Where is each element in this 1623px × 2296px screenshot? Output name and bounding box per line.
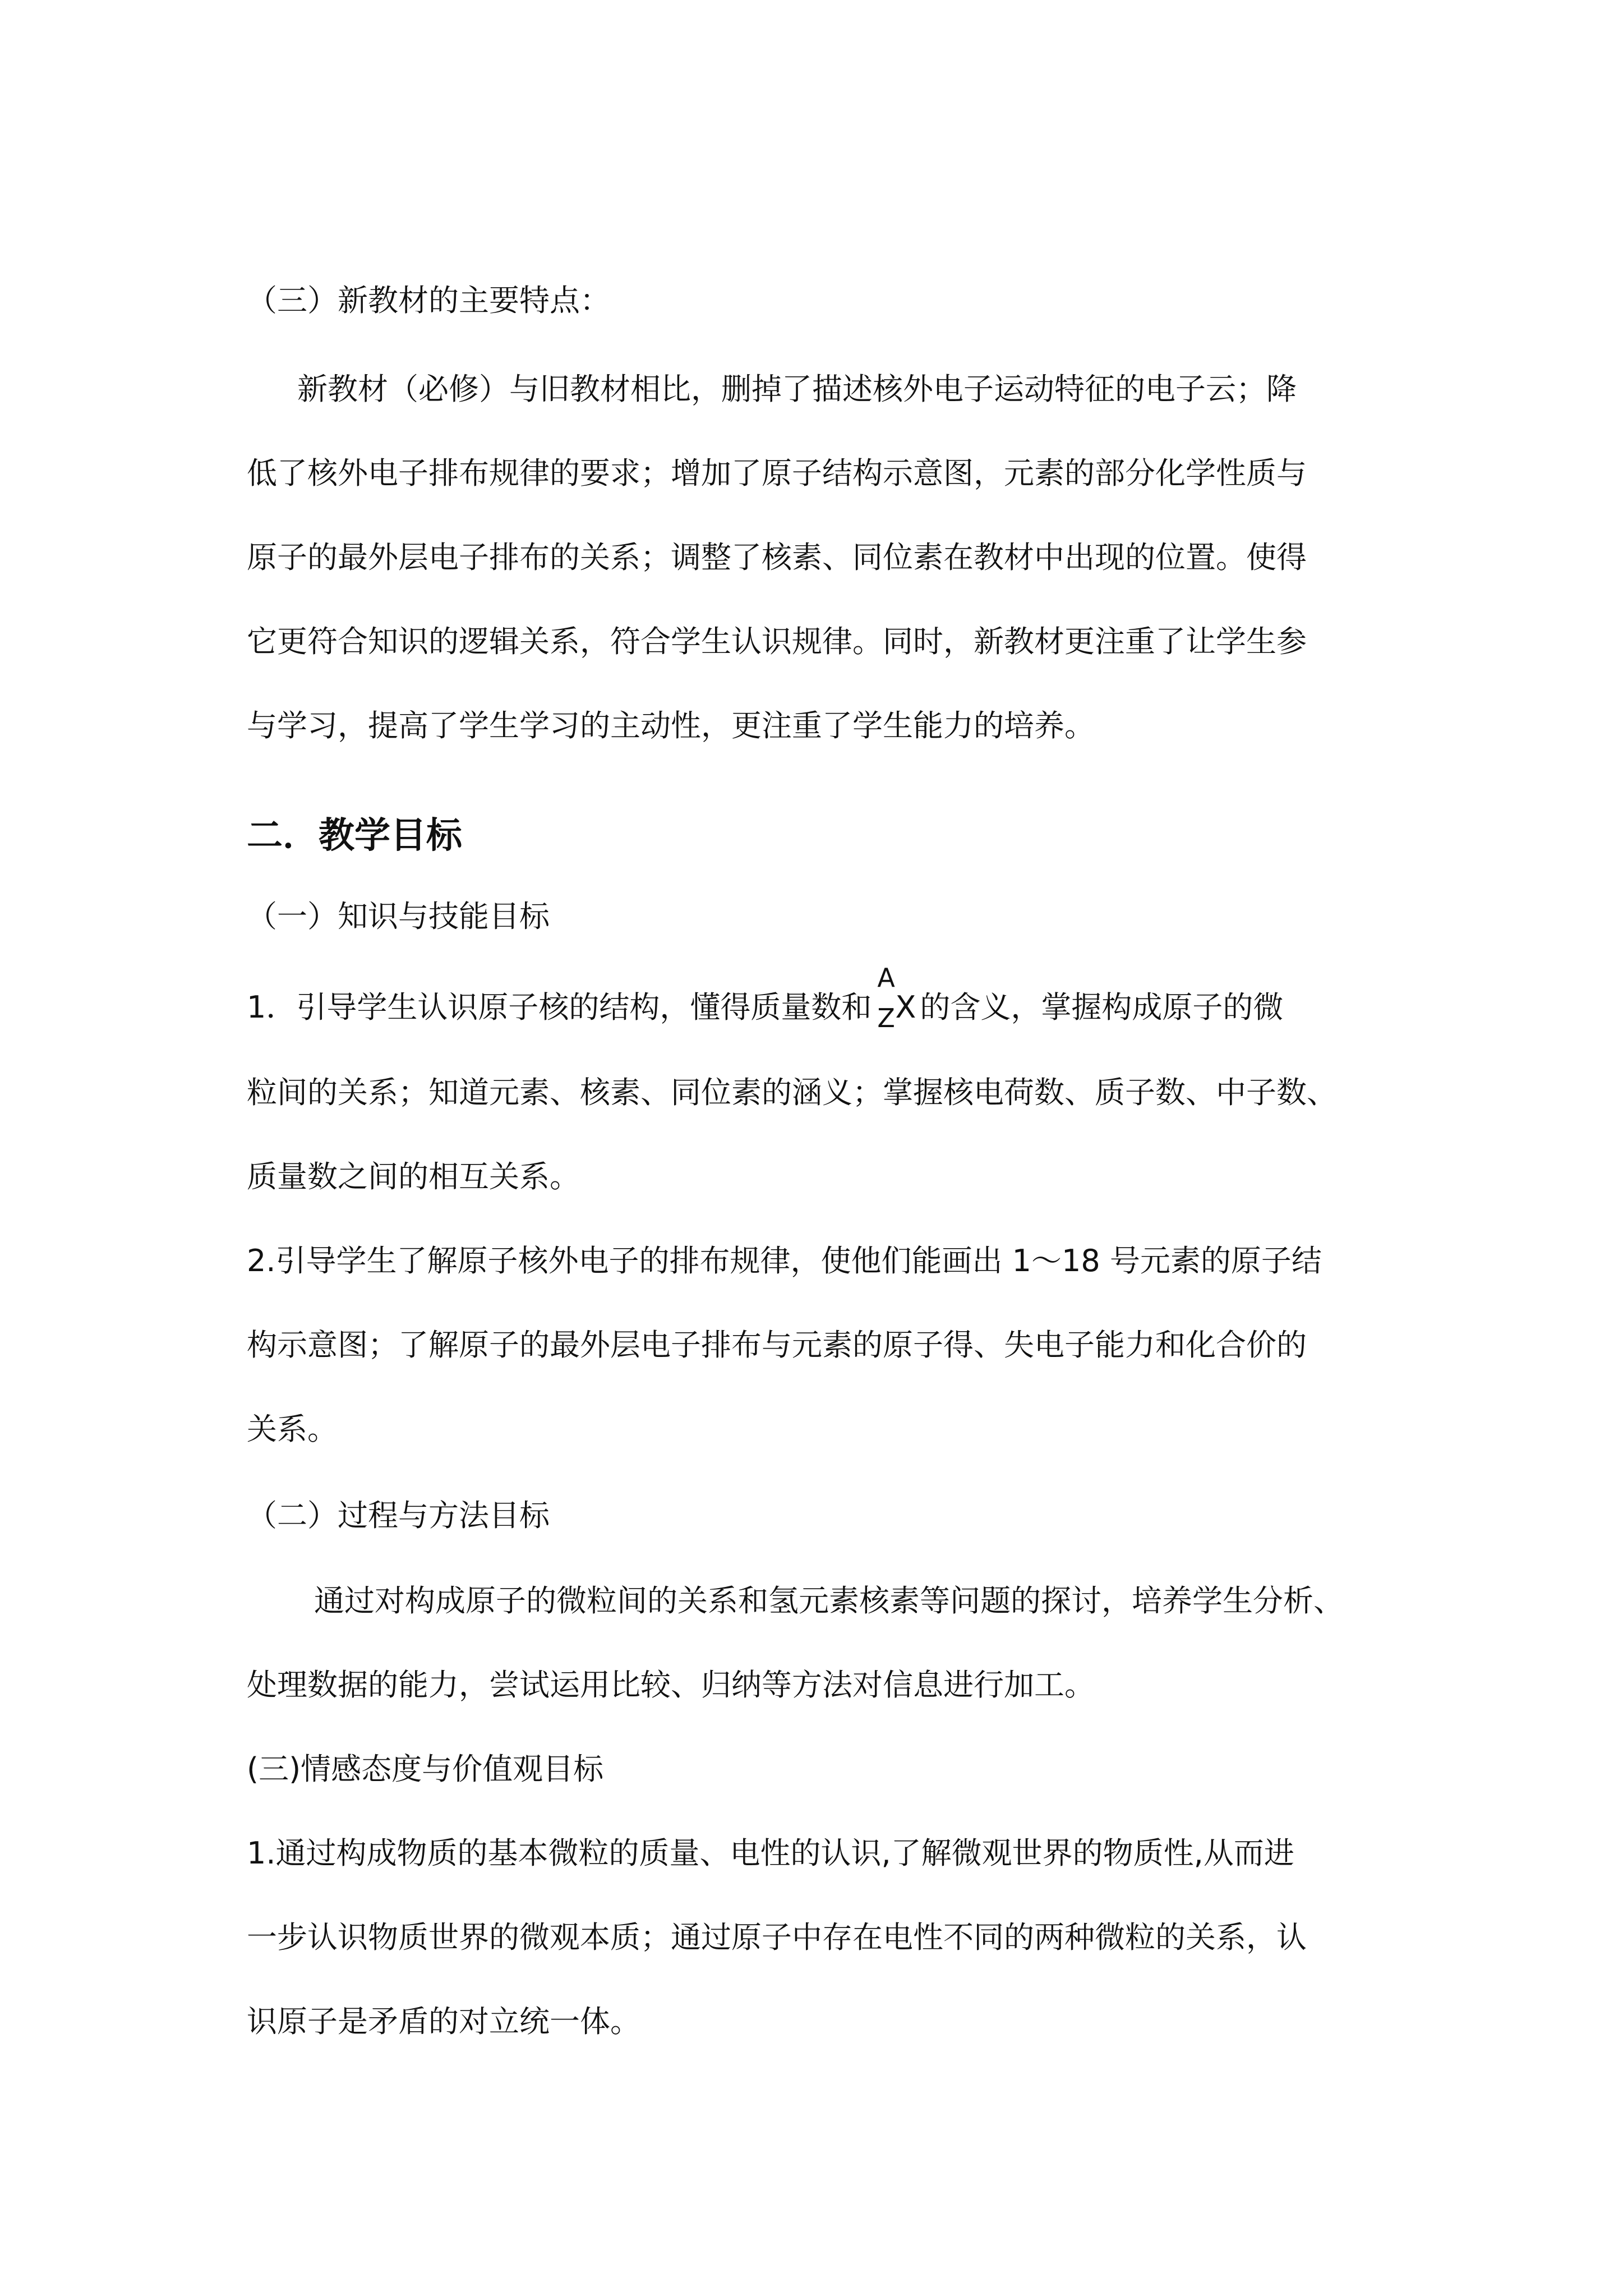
subsection-title-process: （二）过程与方法目标 bbox=[247, 1498, 550, 1533]
paragraph-line: 低了核外电子排布规律的要求；增加了原子结构示意图，元素的部分化学性质与 bbox=[247, 455, 1307, 491]
goal-item-2-line-3: 关系。 bbox=[247, 1411, 338, 1447]
paragraph-line: 它更符合知识的逻辑关系，符合学生认识规律。同时，新教材更注重了让学生参 bbox=[247, 624, 1307, 659]
goal-item-2-line-2: 构示意图；了解原子的最外层电子排布与元素的原子得、失电子能力和化合价的 bbox=[247, 1327, 1307, 1363]
emotion-line-3: 识原子是矛盾的对立统一体。 bbox=[247, 2004, 640, 2039]
nuclide-notation bbox=[872, 963, 920, 1033]
nuclide-mass-number: A bbox=[877, 963, 895, 993]
emotion-line-1: 1.通过构成物质的基本微粒的质量、电性的认识,了解微观世界的物质性,从而进 bbox=[247, 1835, 1294, 1871]
nuclide-symbol: X bbox=[895, 990, 916, 1025]
goal-item-2-line-1: 2.引导学生了解原子核外电子的排布规律，使他们能画出 1～18 号元素的原子结 bbox=[247, 1243, 1322, 1278]
emotion-line-2: 一步认识物质世界的微观本质；通过原子中存在电性不同的两种微粒的关系，认 bbox=[247, 1920, 1307, 1955]
goal-item-1-text-before: 1．引导学生认识原子核的结构，懂得质量数和 bbox=[247, 990, 872, 1025]
goal-item-1-line-3: 质量数之间的相互关系。 bbox=[247, 1159, 580, 1194]
heading-teaching-goals: 二．教学目标 bbox=[247, 815, 462, 857]
paragraph-line: 与学习，提高了学生学习的主动性，更注重了学生能力的培养。 bbox=[247, 708, 1095, 743]
goal-item-1-line-1 bbox=[247, 963, 1284, 1033]
subsection-title-emotion: (三)情感态度与价值观目标 bbox=[247, 1751, 604, 1787]
section-title-features: （三）新教材的主要特点： bbox=[247, 283, 610, 318]
goal-item-1-text-after: 的含义，掌握构成原子的微 bbox=[920, 990, 1284, 1025]
paragraph-line: 原子的最外层电子排布的关系；调整了核素、同位素在教材中出现的位置。使得 bbox=[247, 540, 1307, 575]
nuclide-atomic-number: Z bbox=[877, 1003, 895, 1033]
subsection-title-knowledge: （一）知识与技能目标 bbox=[247, 899, 550, 934]
process-line-2: 处理数据的能力，尝试运用比较、归纳等方法对信息进行加工。 bbox=[247, 1667, 1095, 1703]
paragraph-line: 新教材（必修）与旧教材相比，删掉了描述核外电子运动特征的电子云；降 bbox=[297, 371, 1297, 407]
goal-item-1-line-2: 粒间的关系；知道元素、核素、同位素的涵义；掌握核电荷数、质子数、中子数、 bbox=[247, 1075, 1337, 1110]
process-line-1: 通过对构成原子的微粒间的关系和氢元素核素等问题的探讨，培养学生分析、 bbox=[314, 1583, 1344, 1618]
